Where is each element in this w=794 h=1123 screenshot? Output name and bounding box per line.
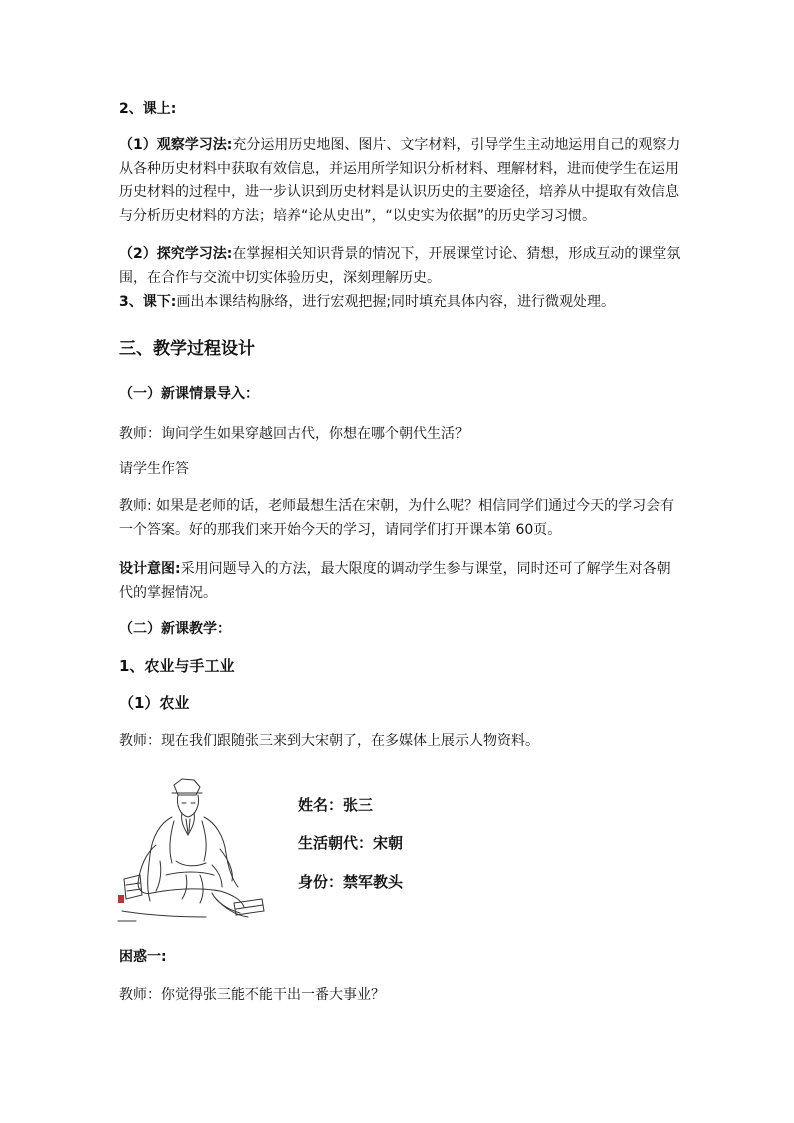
design-intent-label: 设计意图:: [119, 561, 181, 577]
section-3-label: 3、课下:: [119, 294, 177, 310]
method-1-text: 充分运用历史地图、图片、文字材料，引导学生主动地运用自己的观察力从各种历史材料中获取有效信息，并运用所学知识分析材料、理解材料，进而使学生在运用历史材料的过程中，进一步认识到历史材料是认识历史的主要途径，培养从中提取有效信息与分析历史材料的方法；培养“论从史出”，“以史实为依据”的历史学习习惯。: [119, 137, 681, 224]
profile-dynasty: 生活朝代：宋朝: [298, 834, 404, 852]
teacher-line-1: 教师：询问学生如果穿越回古代，你想在哪个朝代生活？: [119, 426, 469, 442]
seal-stamp: [118, 895, 124, 903]
method-2-label: （2）探究学习法:: [119, 246, 233, 262]
profile-name: 姓名：张三: [298, 796, 374, 814]
teacher-line-4: 教师：你觉得张三能不能干出一番大事业？: [119, 987, 385, 1003]
subheading-intro: （一）新课情景导入：: [119, 386, 259, 402]
student-answer-line: 请学生作答: [119, 461, 189, 477]
method-1-label: （1）观察学习法:: [119, 137, 233, 153]
teacher-line-3: 教师：现在我们跟随张三来到大宋朝了，在多媒体上展示人物资料。: [119, 733, 539, 749]
heading-teaching-process: 三、教学过程设计: [119, 339, 255, 359]
method-1-paragraph: [119, 134, 684, 228]
design-intent-paragraph: [119, 557, 684, 605]
method-2-text: 在掌握相关知识背景的情况下，开展课堂讨论、猜想，形成互动的课堂氛围，在合作与交流中切实体验历史，深刻理解历史。: [119, 246, 681, 286]
profile-identity: 身份：禁军教头: [298, 873, 404, 891]
subheading-new-lesson: （二）新课教学：: [119, 621, 231, 637]
teacher-line-2: 教师: 如果是老师的话，老师最想生活在宋朝，为什么呢？相信同学们通过今天的学习会有一个答案。好的那我们来开始今天的学习，请同学们打开课本第 60页。: [119, 498, 675, 538]
design-intent-text: 采用问题导入的方法，最大限度的调动学生参与课堂，同时还可了解学生对各朝代的掌握情况。: [119, 561, 671, 601]
section-2-heading: 2、课上:: [119, 101, 177, 117]
puzzle-1-heading: 困惑一:: [119, 949, 167, 965]
heading-agriculture: （1）农业: [119, 694, 190, 712]
portrait-illustration: [116, 775, 266, 925]
section-3-text: 画出本课结构脉络，进行宏观把握;同时填充具体内容，进行微观处理。: [176, 294, 616, 310]
section-3-paragraph: [119, 291, 684, 314]
heading-agriculture-handicraft: 1、农业与手工业: [119, 657, 235, 675]
method-2-paragraph: [119, 243, 684, 290]
